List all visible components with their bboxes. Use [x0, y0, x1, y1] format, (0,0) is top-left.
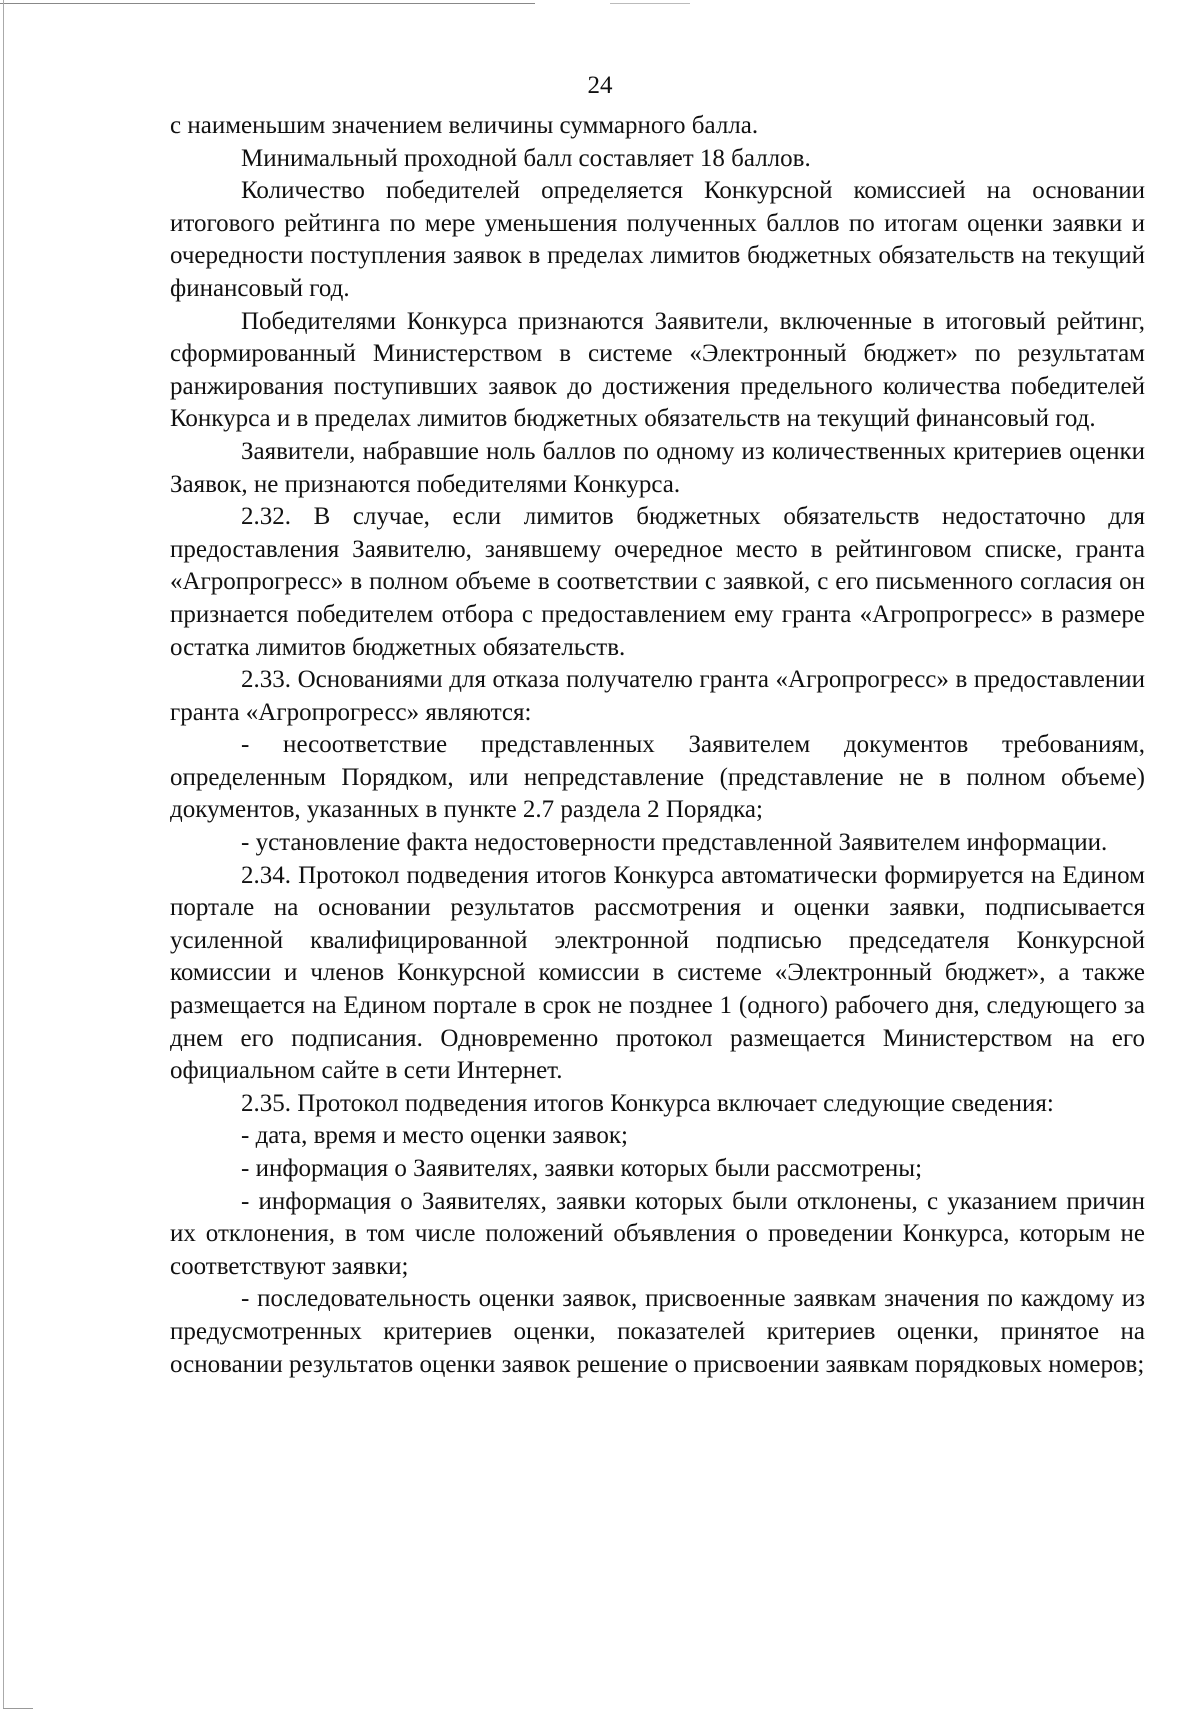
- document-body: [170, 110, 1145, 1381]
- page-number: 24: [587, 72, 613, 99]
- paragraph: Заявители, набравшие ноль баллов по одному из количественных критериев оценки Заявок, не признаются победителями Конкурса.: [170, 437, 1145, 498]
- scan-edge-line: [3, 0, 4, 1709]
- paragraph: Победителями Конкурса признаются Заявители, включенные в итоговый рейтинг, сформированный Министерством в системе «Электронный бюджет» по результатам ранжирования поступивших заявок до достижения предельного количества победителей Конкурса и в пределах лимитов бюджетных обязательств на текущий финансовый год.: [170, 307, 1145, 433]
- scan-edge-line: [610, 3, 690, 4]
- scan-edge-line: [0, 3, 535, 4]
- list-item: - информация о Заявителях, заявки которых были отклонены, с указанием причин их отклонения, в том числе положений объявления о проведении Конкурса, которым не соответствуют заявки;: [170, 1187, 1145, 1280]
- list-item: - несоответствие представленных Заявителем документов требованиям, определенным Порядком, или непредставление (представление не в полном объеме) документов, указанных в пункте 2.7 раздела 2 Порядка;: [170, 731, 1145, 824]
- paragraph: 2.32. В случае, если лимитов бюджетных обязательств недостаточно для предоставления Заявителю, занявшему очередное место в рейтинговом списке, гранта «Агропрогресс» в полном объеме в соответствии с заявкой, с его письменного согласия он признается победителем отбора с предоставлением ему гранта «Агропрогресс» в размере остатка лимитов бюджетных обязательств.: [170, 503, 1145, 661]
- list-item: - последовательность оценки заявок, присвоенные заявкам значения по каждому из предусмотренных критериев оценки, показателей критериев оценки, принятое на основании результатов оценки заявок решение о присвоении заявкам порядковых номеров;: [170, 1285, 1145, 1378]
- paragraph: 2.35. Протокол подведения итогов Конкурса включает следующие сведения:: [241, 1089, 1054, 1117]
- list-item: - информация о Заявителях, заявки которых были рассмотрены;: [241, 1155, 923, 1182]
- paragraph: с наименьшим значением величины суммарного балла.: [170, 112, 759, 139]
- list-item: - дата, время и место оценки заявок;: [241, 1122, 628, 1150]
- list-item: - установление факта недостоверности представленной Заявителем информации.: [241, 829, 1108, 857]
- paragraph: Минимальный проходной балл составляет 18 баллов.: [241, 144, 811, 172]
- paragraph: Количество победителей определяется Конкурсной комиссией на основании итогового рейтинга по мере уменьшения полученных баллов по итогам оценки заявки и очередности поступления заявок в пределах лимитов бюджетных обязательств на текущий финансовый год.: [170, 177, 1145, 302]
- paragraph: 2.34. Протокол подведения итогов Конкурса автоматически формируется на Едином портале на основании результатов рассмотрения и оценки заявки, подписывается усиленной квалифицированной электронной подписью председателя Конкурсной комиссии и членов Конкурсной комиссии в системе «Электронный бюджет», а также размещается на Едином портале в срок не позднее 1 (одного) рабочего дня, следующего за днем его подписания. Одновременно протокол размещается Министерством на его официальном сайте в сети Интернет.: [170, 861, 1145, 1085]
- paragraph: 2.33. Основаниями для отказа получателю гранта «Агропрогресс» в предоставлении гранта «Агропрогресс» являются:: [170, 666, 1145, 726]
